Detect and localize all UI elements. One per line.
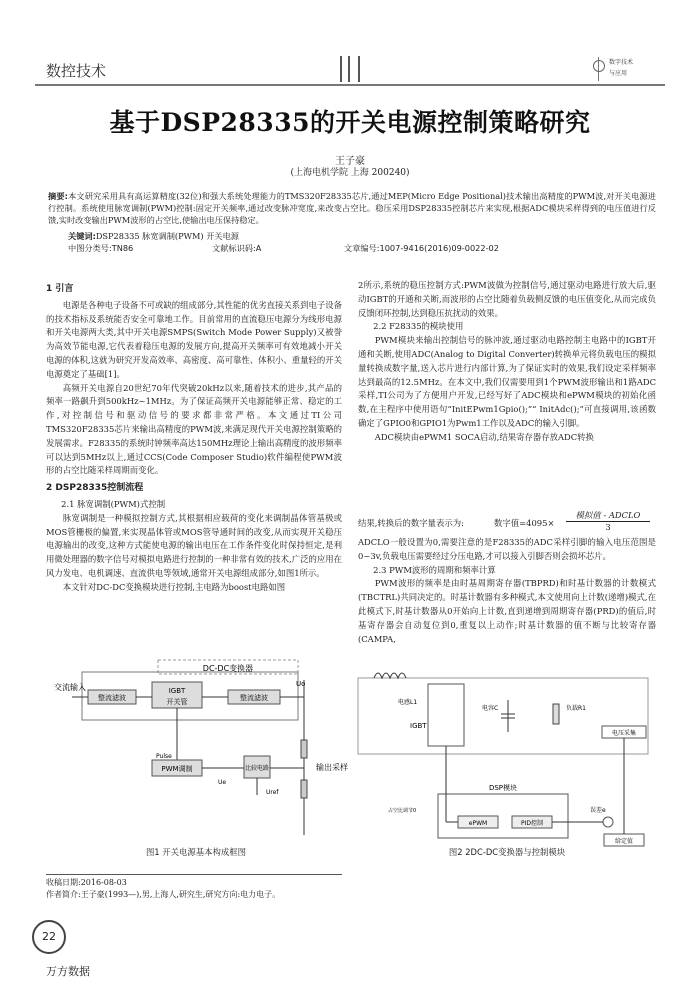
paragraph: ADCLO一般设置为0,需要注意的是F28335的ADC采样引脚的输入电压范围是0~3v,负载电压需要经过分压电路,才可以接入引脚否则会损坏芯片。: [358, 537, 656, 561]
paragraph: ADC模块由ePWM1 SOCA启动,结果寄存器存放ADC转换: [374, 431, 594, 442]
sampling-resistor-2: [301, 780, 307, 798]
subsection-heading: 2.3 PWM波形的周期和频率计算: [373, 564, 496, 575]
paragraph: PWM波形的频率是由时基周期寄存器(TBPRD)和时基计数器的计数模式(TBCTRL)共同决定的。时基计数器有多种模式,本文使用向上计数(递增)模式,在此模式下,时基计数器从0开始向上计数,直到递增到周期寄存器(PRD)的值后,时基寄存器会自动复位到0,重复以上动作;时基计数器的值不断与比较寄存器(CAMPA,: [358, 578, 656, 644]
author-bio: 作者简介:王子豪(1993—),男,上海人,研究生,研究方向:电力电子。: [46, 890, 281, 899]
page-number: 22: [42, 930, 56, 943]
section-heading: 2 DSP28335控制流程: [46, 483, 144, 494]
paragraph: 脉宽调制是一种模拟控制方式,其根据相应载荷的变化来调制晶体管基极或MOS管栅极的偏置,来实现晶体管或MOS管导通时间的改变,从而实现开关稳压电源输出的改变,这种方式能使电源的输出电压在工作条件变化时保持恒定,是利用微处理器的数字信号对模拟电路进行控制的一种非常有效的技术,广泛的应用在风力发电、电机调速、直流供电等领域,通常开关电源组成部分,如图1所示。: [46, 512, 342, 578]
switch-tube-label: 开关管: [166, 698, 188, 706]
dsp-label: DSP模块: [488, 784, 518, 792]
igbt-label: IGBT: [168, 687, 186, 695]
footnotes: [46, 877, 280, 901]
received-date: 收稿日期:2016-08-03: [46, 878, 127, 887]
inductor-icon: [374, 673, 406, 678]
uref-label: Uref: [266, 789, 279, 796]
right-column-continued: [358, 536, 656, 646]
keywords: 关键词:DSP28335 脉宽调制(PWM) 开关电源: [68, 231, 239, 241]
figure-2-diagram: [358, 650, 656, 858]
section-title: 数控技术: [46, 62, 107, 80]
uo-label: Uo: [296, 680, 306, 688]
pwm-label: PWM调制: [161, 765, 193, 773]
sampling-label: 输出采样: [316, 763, 348, 772]
ue-label: Ue: [218, 779, 227, 786]
error-label: 误差e: [590, 807, 606, 814]
journal-logo-icon: [593, 60, 605, 72]
load-label: 负载R1: [566, 705, 586, 712]
document-code: 文献标识码:A: [212, 243, 262, 253]
summing-junction-icon: [603, 817, 613, 827]
capacitor-label: 电容C: [482, 705, 499, 712]
inductor-label: 电感L1: [398, 699, 418, 706]
pid-label: PID控制: [520, 820, 544, 827]
figure-2: [358, 650, 656, 858]
input-label: 交流输入: [54, 683, 86, 692]
figure-1: [48, 650, 348, 858]
right-column: [358, 279, 656, 445]
dcdc-title: DC-DC变换器: [202, 664, 254, 673]
voltage-sense-label: 电压采集: [611, 730, 637, 737]
rectifier-label-2: 整流滤波: [240, 694, 268, 702]
load-resistor-icon: [553, 704, 559, 724]
abstract: [48, 190, 656, 226]
abstract-text: 本文研究采用具有高运算精度(32位)和强大系统处理能力的TMS320F28335芯片,通过MEP(Micro Edge Positional)技术输出高精度的PWM波,对开关电源进行控制。系统使用脉宽调制(PWM)控制:固定开关频率,通过改变脉冲宽度,来改变占空比。稳压采用DSP28335控制芯片来实现,根据ADC模块采样得到的电压值进行反馈,实时改变输出PWM波形的占空比,使输出电压保持稳定。: [48, 191, 656, 225]
paragraph: 电源是各种电子设备不可或缺的组成部分,其性能的优劣直接关系到电子设备的技术指标及系统能否安全可靠地工作。目前常用的直流稳压电源分为线形电源和开关电源两大类,其中开关电源SMPS(Switch Mode Power Supply)又被誉为高效节能电源,它代表着稳压电源的发展方向,提高开关频率可有效地减小开关电源的体积,这就为研究开发高效率、高密度、高可靠性、体积小、重量轻的开关电源奠定了基础[1]。: [46, 299, 342, 379]
page-number-badge: [32, 920, 66, 954]
pulse-label: Pulse: [156, 753, 172, 760]
compare-label: 比较电路: [244, 765, 270, 772]
duty-label: 占空比调节0: [388, 808, 417, 814]
sampling-resistor-1: [301, 740, 307, 758]
figure-1-caption: 图1 开关电源基本构成框图: [145, 847, 247, 857]
header-divider: [35, 84, 665, 86]
section-heading: 1 引言: [46, 284, 74, 294]
adc-formula: 结果,转换后的数字量表示为: 数字值=4095× 模拟值 - ADCLO 3: [358, 509, 656, 537]
subsection-heading: 2.2 F28335的模块使用: [373, 321, 464, 332]
author-affiliation: (上海电机学院 上海 200240): [290, 168, 410, 178]
author-name: 王子豪: [335, 156, 365, 167]
clc-number: 中图分类号:TN86: [68, 243, 134, 253]
epwm-label: ePWM: [468, 820, 488, 827]
journal-logo: 数字技术 与应用: [598, 57, 661, 81]
circuit-frame: [358, 678, 648, 754]
article-number: 文章编号:1007-9416(2016)09-0022-02: [344, 243, 499, 253]
figure-1-diagram: [48, 650, 348, 858]
left-column: [46, 279, 342, 595]
rectifier-label-1: 整流滤波: [98, 694, 126, 702]
header-bars-decoration: [340, 56, 362, 82]
paragraph: 本文针对DC-DC变换模块进行控制,主电路为boost电路如图: [62, 581, 286, 592]
subsection-heading: 2.1 脉宽调制(PWM)式控制: [61, 498, 166, 509]
article-title: 基于DSP28335的开关电源控制策略研究: [109, 108, 591, 137]
watermark: 万方数据: [46, 965, 90, 978]
paragraph: 2所示,系统的稳压控制方式:PWM波做为控制信号,通过驱动电路进行放大后,驱动IGBT的开通和关断,而波形的占空比随着负载侧反馈的电压值变化,从而完成负反馈闭环控制,达到稳压抗扰动的效果。: [358, 280, 656, 318]
igbt-switch-box: [428, 684, 464, 746]
paragraph: PWM模块来输出控制信号的脉冲波,通过驱动电路控制主电路中的IGBT开通和关断,使用ADC(Analog to Digital Converter)转换单元将负载电压的模拟量转换成数字量,送入芯片进行内部计算,为了保证实时的效果,我们设定采样频率达到最高的12.5MHz。在本文中,我们仅需要用到1个PWM波形输出和1路ADC采样,TI公司为了方便用户开发,已经写好了ADC模块和ePWM模块的初始化函数,在主程序中使用语句“InitEPwm1Gpio();”“ InitAdc();”可直接调用,该函数确定了GPIO0和GPIO1为Pwm1工作以及ADC的输入引脚。: [358, 335, 656, 428]
setpoint-label: 给定值: [614, 838, 634, 845]
igbt-label: IGBT: [410, 722, 427, 730]
paragraph: 高频开关电源自20世纪70年代突破20kHz以来,随着技术的进步,其产品的频率一路飙升到500kHz~1MHz。为了保证高频开关电源能够正常、稳定的工作,对控制信号和驱动信号的要求都非常严格。本文通过TI公司TMS320F28335芯片来输出高精度的PWM波,来满足现代开关电源控制策略的发展需求。F28335的系统时钟频率高达150MHz理论上输出高精度的波形频率可以达到5MHz以上,通过CCS(Code Composer Studio)软件编程使PWM波形的占空比随采样周期而变化。: [46, 382, 342, 476]
footnote-divider: [46, 874, 342, 875]
abstract-label: 摘要:: [48, 191, 68, 201]
figure-2-caption: 图2 2DC-DC变换器与控制模块: [448, 847, 566, 857]
